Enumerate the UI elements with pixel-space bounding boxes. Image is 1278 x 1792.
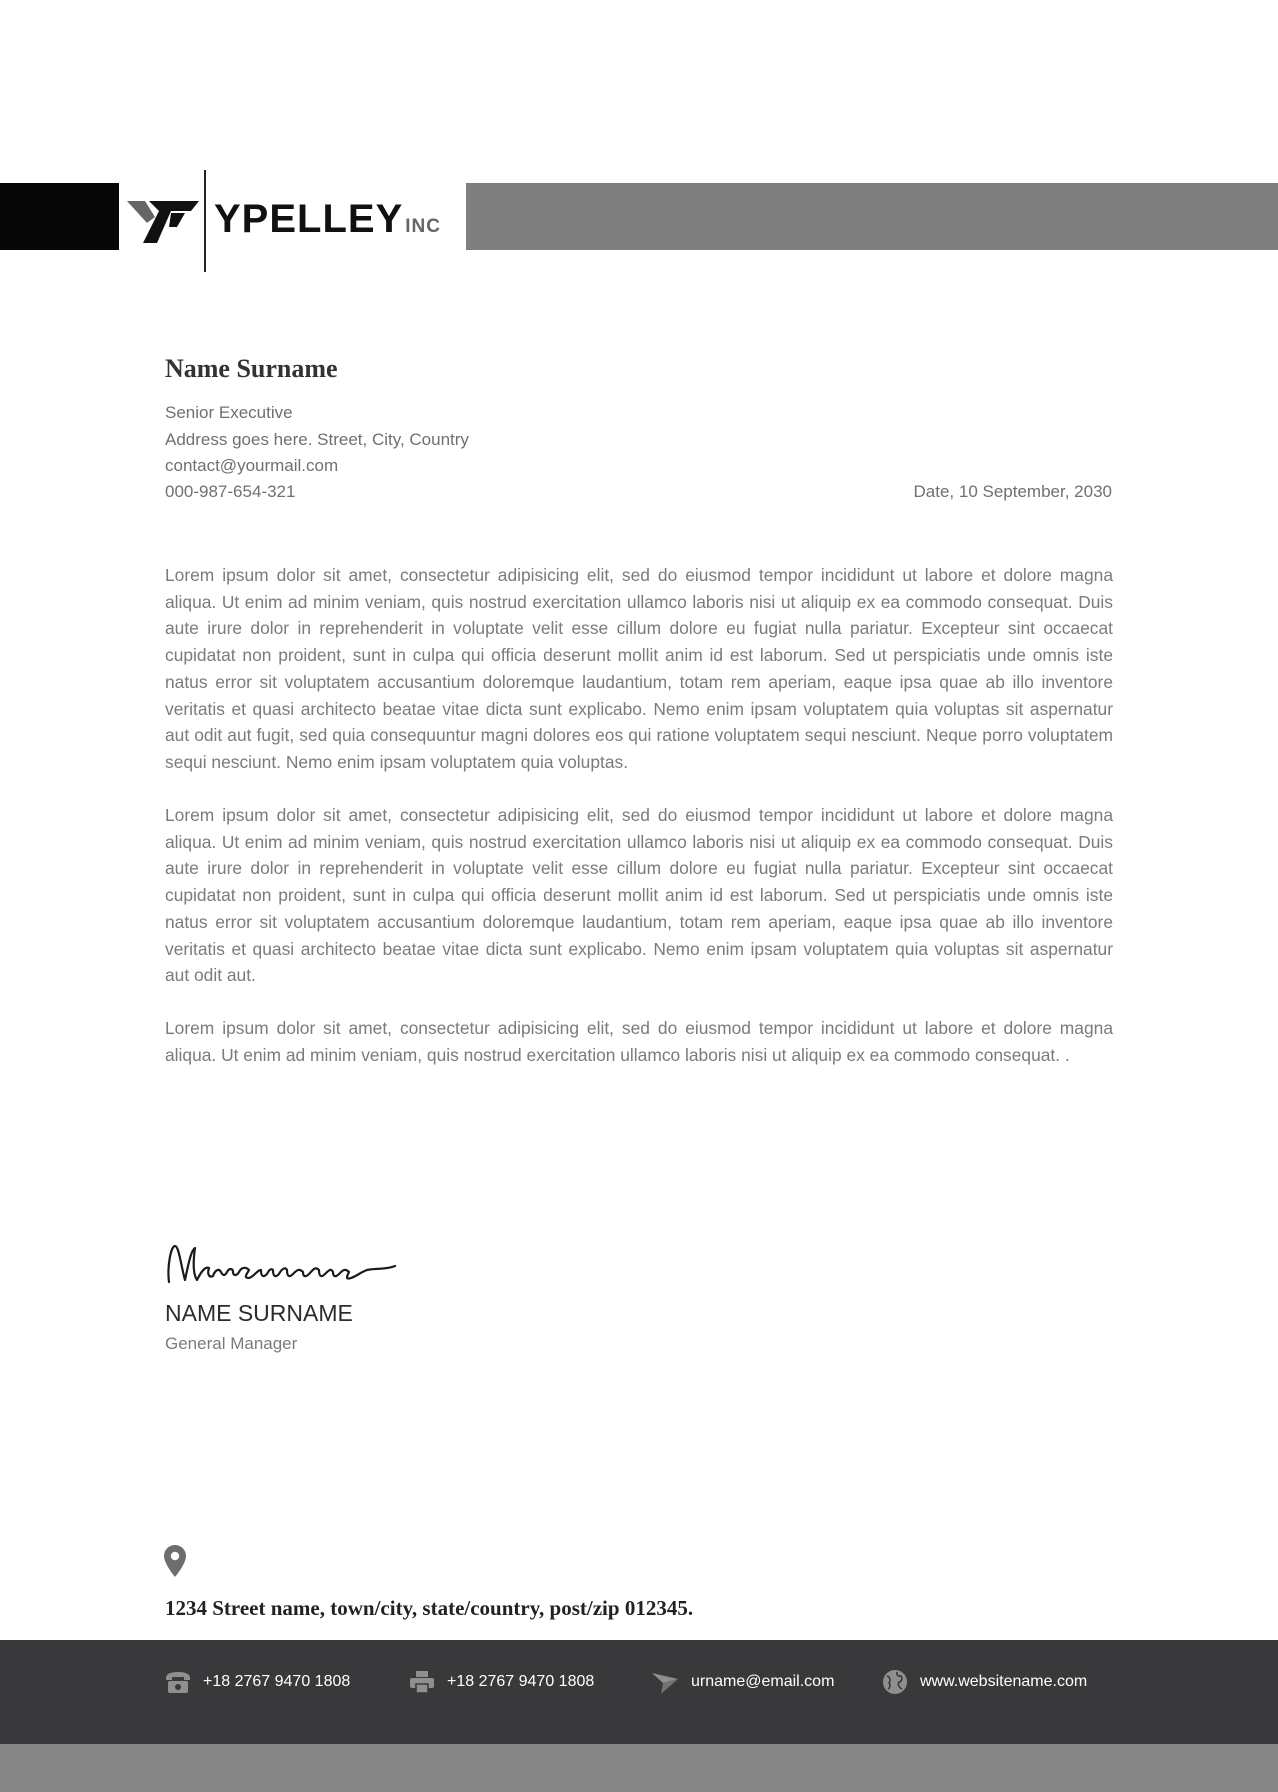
sender-name: Name Surname (165, 354, 338, 383)
sender-address: Address goes here. Street, City, Country (165, 430, 469, 449)
logo-icon (127, 197, 199, 243)
signature-image (163, 1236, 403, 1296)
footer-website-text[interactable]: www.websitename.com (920, 1673, 1088, 1690)
header-gray-bar (466, 183, 1278, 250)
company-logo (214, 195, 441, 251)
body-paragraph: Lorem ipsum dolor sit amet, consectetur adipisicing elit, sed do eiusmod tempor incididunt ut labore et dolore magna aliqua. Ut enim ad minim veniam, quis nostrud exercitation ullamco laboris nisi ut aliquip ex ea commodo consequat. Duis aute irure dolor in reprehenderit in voluptate velit esse cillum dolore eu fugiat nulla pariatur. Excepteur sint occaecat cupidatat non proident, sunt in culpa qui officia deserunt mollit anim id est laborum. Sed ut perspiciatis unde omnis iste natus error sit voluptatem accusantium doloremque laudantium, totam rem aperiam, eaque ipsa quae ab illo inventore veritatis et quasi architecto beatae vitae dicta sunt explicabo. Nemo enim ipsam voluptatem quia voluptas sit aspernatur aut odit aut. (165, 805, 1113, 986)
globe-icon (882, 1669, 908, 1695)
footer-bottom-bar (0, 1744, 1278, 1792)
footer-email-text[interactable]: urname@email.com (691, 1673, 835, 1690)
header-black-bar (0, 183, 119, 250)
printer-icon (409, 1670, 435, 1694)
sender-email: contact@yourmail.com (165, 456, 339, 475)
footer-phone-text: +18 2767 9470 1808 (203, 1673, 351, 1690)
paper-plane-icon (651, 1669, 679, 1695)
sender-phone: 000-987-654-321 (165, 482, 296, 501)
footer-email[interactable] (651, 1664, 834, 1700)
signatory-title: General Manager (165, 1334, 298, 1353)
letter-date: Date, 10 September, 2030 (913, 482, 1112, 501)
footer-website[interactable] (882, 1664, 1087, 1700)
logo-suffix: INC (405, 216, 441, 237)
body-paragraph: Lorem ipsum dolor sit amet, consectetur adipisicing elit, sed do eiusmod tempor incididunt ut labore et dolore magna aliqua. Ut enim ad minim veniam, quis nostrud exercitation ullamco laboris nisi ut aliquip ex ea commodo consequat. Duis aute irure dolor in reprehenderit in voluptate velit esse cillum dolore eu fugiat nulla pariatur. Excepteur sint occaecat cupidatat non proident, sunt in culpa qui officia deserunt mollit anim id est laborum. Sed ut perspiciatis unde omnis iste natus error sit voluptatem accusantium doloremque laudantium, totam rem aperiam, eaque ipsa quae ab illo inventore veritatis et quasi architecto beatae vitae dicta sunt explicabo. Nemo enim ipsam voluptatem quia voluptas sit aspernatur aut odit aut fugit, sed quia consequuntur magni dolores eos qui ratione voluptatem sequi nesciunt. Neque porro voluptatem sequi nesciunt. Nemo enim ipsam voluptatem quia voluptas. (165, 565, 1113, 772)
logo-wordmark: YPELLEY (214, 197, 404, 241)
body-paragraph: Lorem ipsum dolor sit amet, consectetur adipisicing elit, sed do eiusmod tempor incididunt ut labore et dolore magna aliqua. Ut enim ad minim veniam, quis nostrud exercitation ullamco laboris nisi ut aliquip ex ea commodo consequat. . (165, 1018, 1113, 1065)
footer-fax (409, 1664, 594, 1700)
logo-divider (204, 170, 206, 272)
sender-title: Senior Executive (165, 403, 293, 422)
footer-phone (165, 1664, 350, 1700)
signatory-name: NAME SURNAME (165, 1300, 353, 1326)
footer-fax-text: +18 2767 9470 1808 (447, 1673, 595, 1690)
location-pin-icon (164, 1545, 186, 1577)
footer-address: 1234 Street name, town/city, state/country, post/zip 012345. (165, 1596, 694, 1620)
phone-icon (165, 1670, 191, 1694)
